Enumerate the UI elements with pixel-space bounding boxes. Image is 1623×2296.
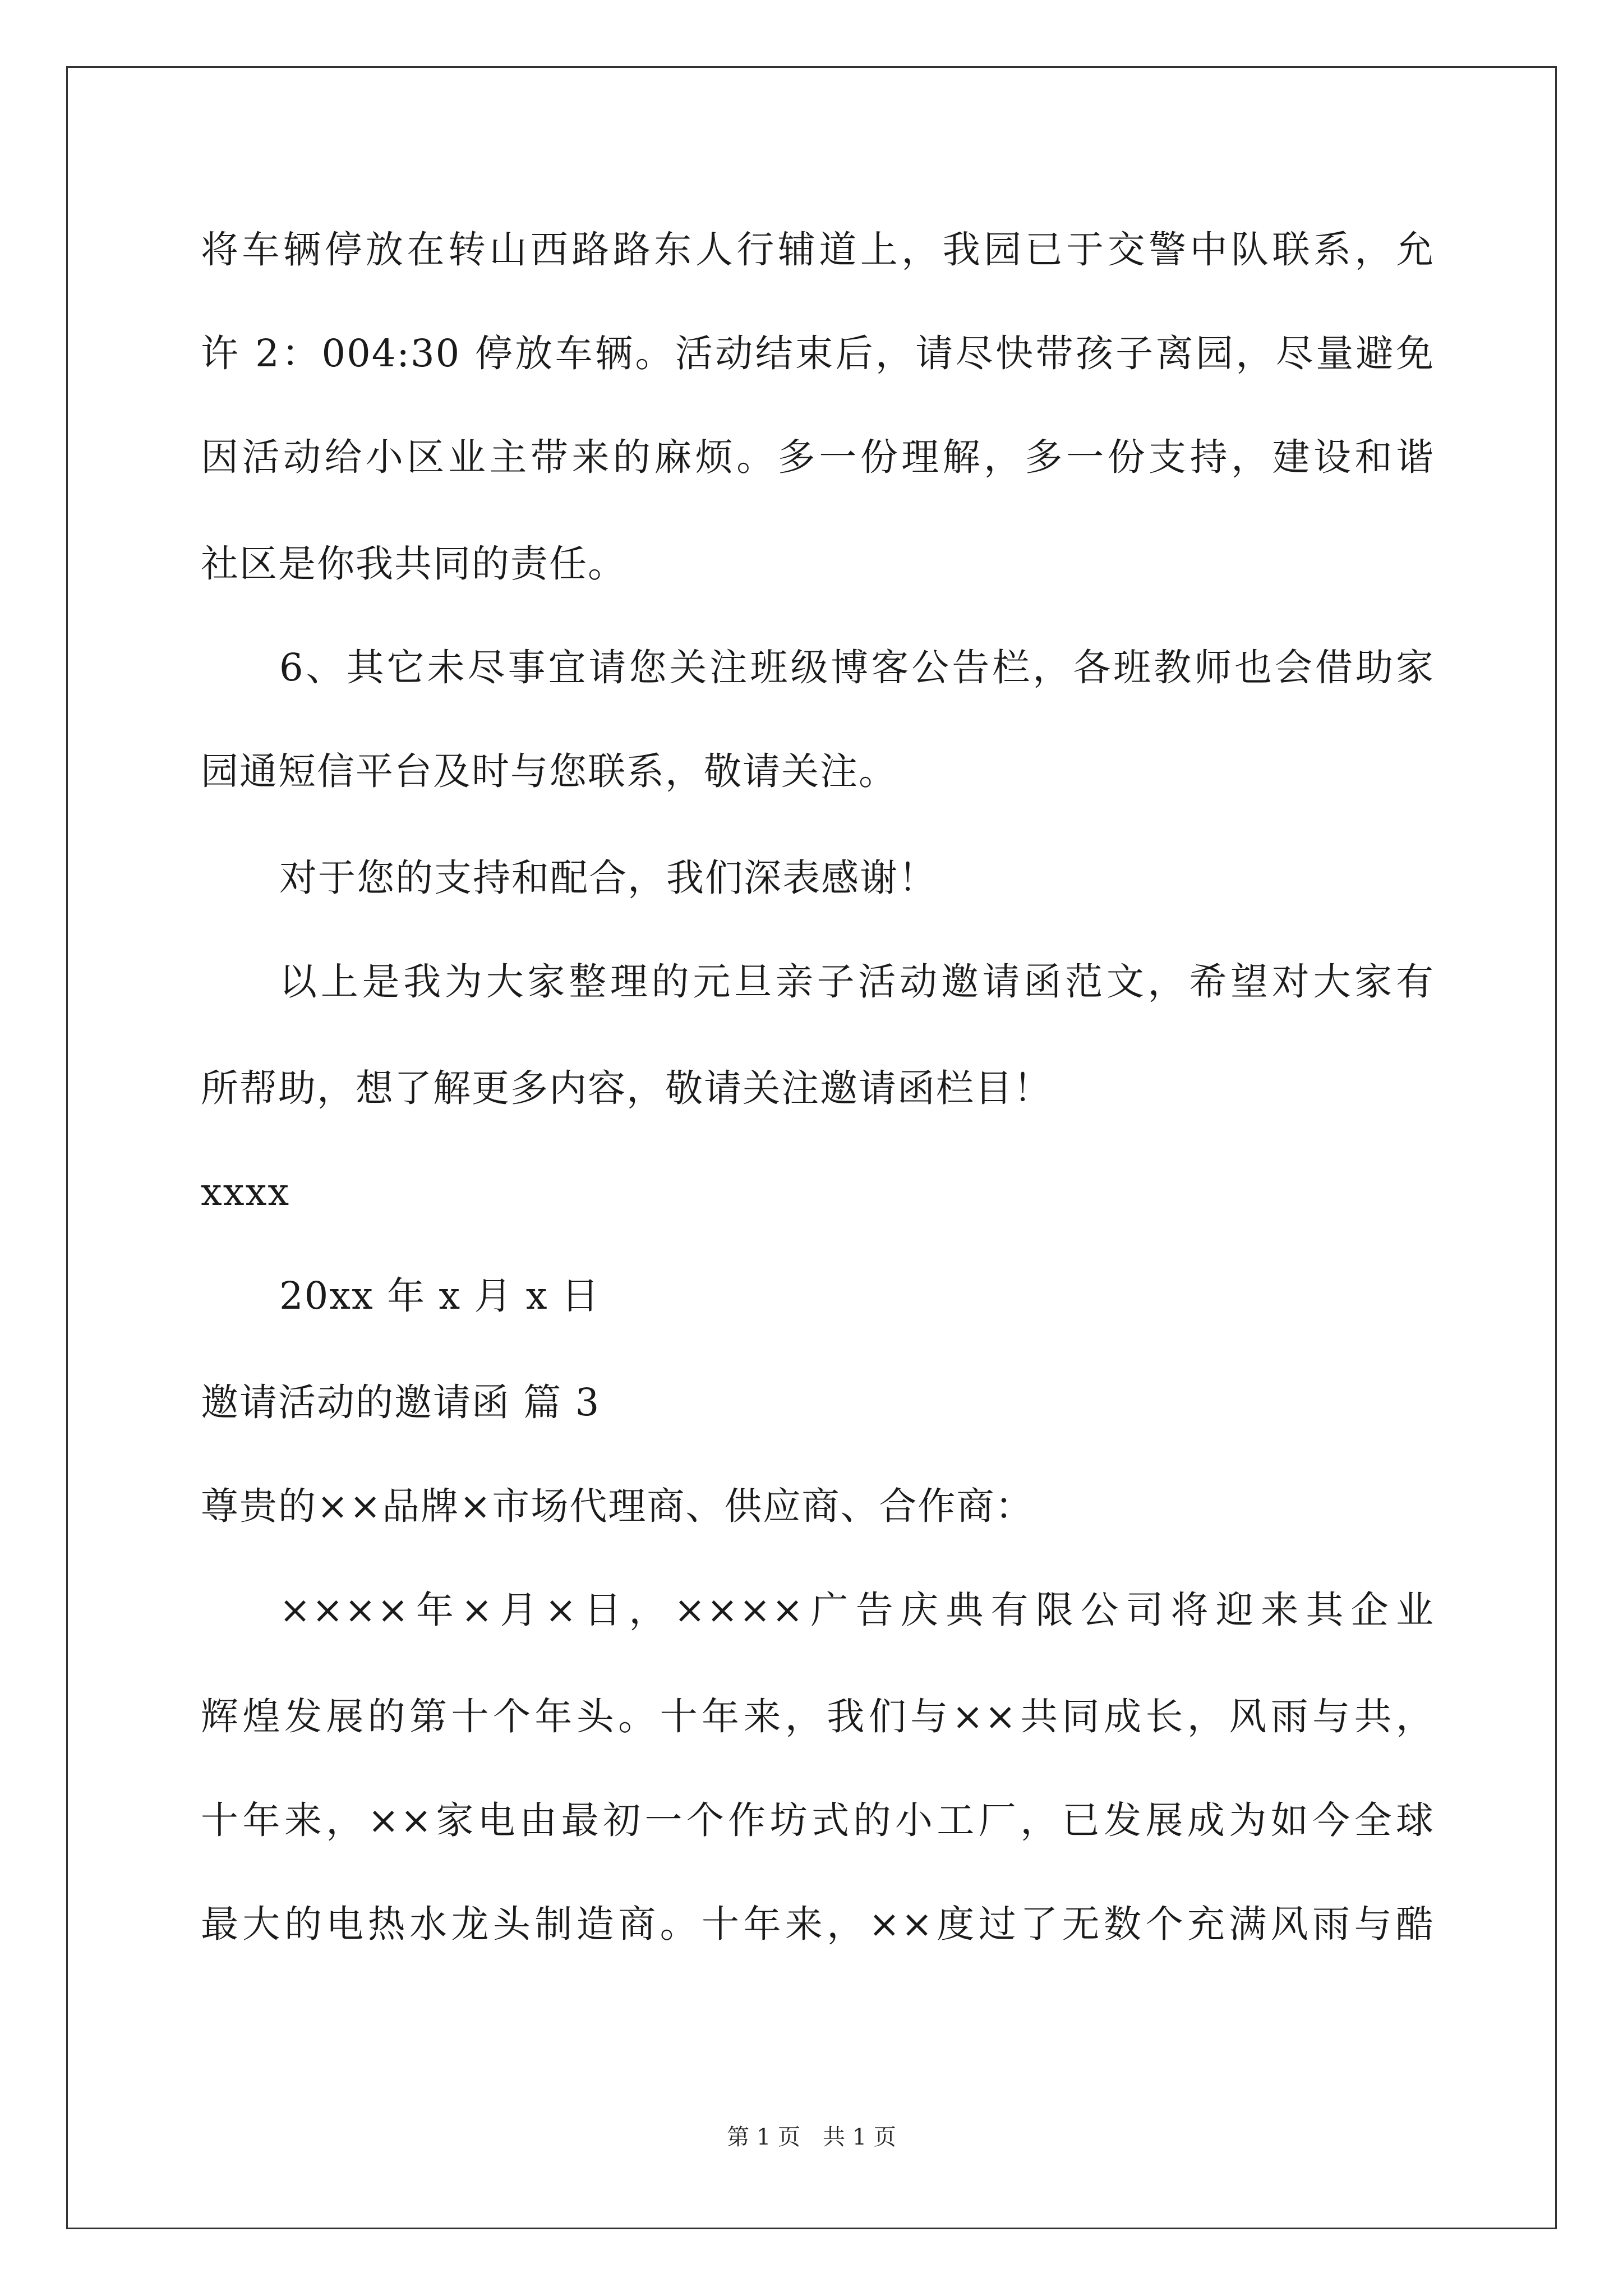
salutation: 尊贵的××品牌×市场代理商、供应商、合作商： [201,1484,1034,1528]
paragraph-line-9: 所帮助，想了解更多内容，敬请关注邀请函栏目！ [201,1066,1052,1110]
paragraph-line-8: 以上是我为大家整理的元旦亲子活动邀请函范文，希望对大家有 [279,960,1435,1004]
paragraph-line-1: 将车辆停放在转山西路路东人行辅道上，我园已于交警中队联系，允 [201,228,1435,272]
paragraph-line-15: 辉煌发展的第十个年头。十年来，我们与××共同成长，风雨与共， [201,1695,1435,1738]
paragraph-line-5: 6、其它未尽事宜请您关注班级博客公告栏，各班教师也会借助家 [279,646,1435,689]
section-heading: 邀请活动的邀请函 篇 3 [201,1381,601,1424]
paragraph-line-16: 十年来，××家电由最初一个作坊式的小工厂，已发展成为如今全球 [201,1798,1435,1842]
paragraph-line-7: 对于您的支持和配合，我们深表感谢！ [279,856,937,900]
signature-name: xxxx [201,1170,291,1214]
paragraph-line-6: 园通短信平台及时与您联系，敬请关注。 [201,749,897,793]
paragraph-line-4: 社区是你我共同的责任。 [201,542,626,586]
paragraph-line-3: 因活动给小区业主带来的麻烦。多一份理解，多一份支持，建设和谐 [201,435,1435,479]
paragraph-line-17: 最大的电热水龙头制造商。十年来，××度过了无数个充满风雨与酷 [201,1902,1435,1946]
signature-date: 20xx 年 x 月 x 日 [279,1274,600,1318]
paragraph-line-14: ××××年×月×日，××××广告庆典有限公司将迎来其企业 [279,1588,1435,1632]
paragraph-line-2: 许 2：004:30 停放车辆。活动结束后，请尽快带孩子离园，尽量避免 [201,332,1435,375]
page-number-footer: 第 1 页 共 1 页 [727,2124,896,2150]
